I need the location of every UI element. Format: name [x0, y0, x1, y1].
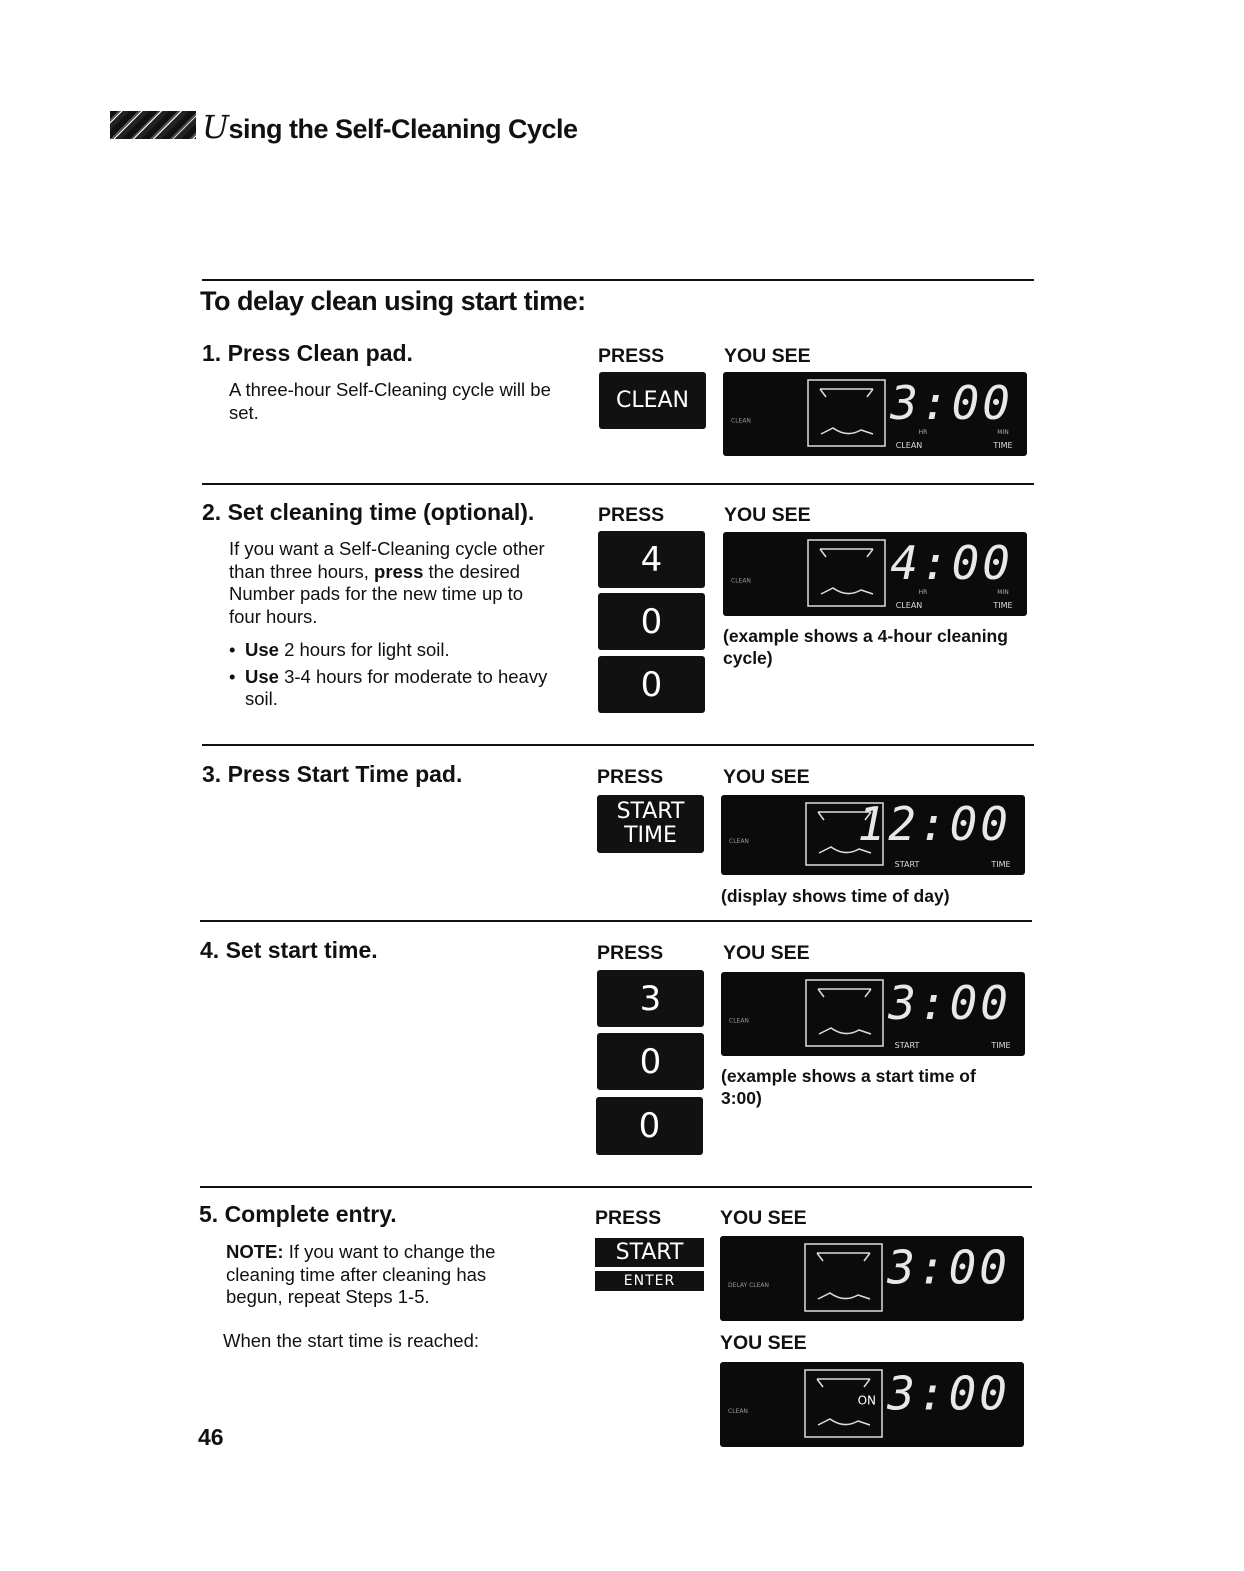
- mode-label: CLEAN: [895, 601, 923, 610]
- mode-label: START: [894, 860, 920, 869]
- step-2-body: If you want a Self-Cleaning cycle other than three hours, press the desired Number pads for the new time up to four hours.: [229, 538, 545, 627]
- mode-label: START: [894, 1041, 920, 1050]
- divider: [202, 744, 1034, 746]
- divider: [200, 920, 1032, 922]
- oven-display: [723, 532, 1027, 616]
- step-2-title: 2. Set cleaning time (optional).: [202, 499, 535, 525]
- step-5-note: NOTE: If you want to change the cleaning time after cleaning has begun, repeat Steps 1-5.: [226, 1241, 496, 1307]
- you-see-label: YOU SEE: [724, 345, 811, 367]
- oven-display: [723, 372, 1027, 456]
- indicator-label: CLEAN: [728, 1408, 748, 1415]
- display-graphic: [720, 1362, 1024, 1447]
- time-label: TIME: [991, 1041, 1011, 1050]
- divider: [202, 279, 1034, 281]
- number-0-pad-button[interactable]: 0: [598, 593, 705, 650]
- step-1-title: 1. Press Clean pad.: [202, 340, 413, 366]
- number-3-pad-button[interactable]: 3: [597, 970, 704, 1027]
- indicator-label: CLEAN: [731, 417, 751, 425]
- enter-pad-label: ENTER: [595, 1271, 704, 1291]
- divider: [202, 483, 1034, 485]
- section-title: To delay clean using start time:: [200, 286, 586, 316]
- page-number: 46: [198, 1424, 224, 1450]
- on-indicator: ON: [857, 1393, 876, 1408]
- display-graphic: [721, 972, 1025, 1056]
- you-see-label: YOU SEE: [723, 942, 810, 964]
- indicator-label: DELAY CLEAN: [728, 1282, 770, 1289]
- step-3-title: 3. Press Start Time pad.: [202, 761, 463, 787]
- start-enter-pad-button[interactable]: [595, 1236, 704, 1293]
- you-see-label: YOU SEE: [724, 504, 811, 526]
- indicator-label: CLEAN: [731, 577, 751, 585]
- number-0-pad-button[interactable]: 0: [598, 656, 705, 713]
- step-1-body: A three-hour Self-Cleaning cycle will be set.: [229, 379, 551, 423]
- display-caption: (example shows a start time of 3:00): [721, 1066, 976, 1108]
- press-label: PRESS: [598, 345, 665, 367]
- step-5-title: 5. Complete entry.: [199, 1201, 397, 1227]
- time-readout: 3:00: [887, 1366, 1010, 1421]
- time-label: TIME: [991, 860, 1011, 869]
- display-caption: (display shows time of day): [721, 886, 950, 906]
- number-0-pad-button[interactable]: 0: [596, 1097, 703, 1155]
- minute-label: MIN: [997, 589, 1009, 596]
- time-readout: 12:00: [857, 796, 1011, 851]
- hour-label: HR: [918, 429, 928, 436]
- list-item: • Use 3-4 hours for moderate to heavy soil.: [229, 666, 559, 711]
- oven-display: [721, 972, 1025, 1056]
- decorative-header-logo-icon: [110, 111, 196, 139]
- time-label: TIME: [993, 441, 1013, 450]
- oven-display: [720, 1236, 1024, 1321]
- step-4-title: 4. Set start time.: [200, 937, 378, 963]
- indicator-label: CLEAN: [729, 838, 749, 845]
- you-see-label: YOU SEE: [720, 1207, 807, 1229]
- display-graphic: [721, 795, 1025, 875]
- list-item: • Use 2 hours for light soil.: [229, 639, 559, 662]
- indicator-label: CLEAN: [729, 1017, 749, 1025]
- oven-door-icon: [808, 540, 885, 606]
- page-title: Using the Self-Cleaning Cycle: [202, 108, 578, 146]
- display-graphic: [723, 372, 1027, 456]
- time-readout: 4:00: [890, 536, 1013, 591]
- step-5-after-text: When the start time is reached:: [223, 1330, 480, 1351]
- press-label: PRESS: [595, 1207, 662, 1229]
- time-readout: 3:00: [888, 976, 1011, 1031]
- oven-door-icon: [806, 980, 883, 1046]
- hour-label: HR: [918, 589, 928, 596]
- display-graphic: [720, 1236, 1024, 1321]
- number-4-pad-button[interactable]: 4: [598, 531, 705, 588]
- oven-display: [720, 1362, 1024, 1447]
- start-pad-label: START: [595, 1238, 704, 1267]
- press-label: PRESS: [597, 942, 664, 964]
- press-label: PRESS: [597, 766, 664, 788]
- time-readout: 3:00: [890, 376, 1013, 431]
- oven-door-icon: [808, 380, 885, 446]
- oven-display: [721, 795, 1025, 875]
- start-time-pad-button[interactable]: START TIME: [597, 795, 704, 853]
- step-2-bullets: [229, 639, 559, 715]
- display-graphic: [723, 532, 1027, 616]
- number-0-pad-button[interactable]: 0: [597, 1033, 704, 1090]
- press-label: PRESS: [598, 504, 665, 526]
- you-see-label: YOU SEE: [723, 766, 810, 788]
- time-readout: 3:00: [887, 1240, 1010, 1295]
- time-label: TIME: [993, 601, 1013, 610]
- divider: [200, 1186, 1032, 1188]
- mode-label: CLEAN: [895, 441, 923, 450]
- you-see-label: YOU SEE: [720, 1332, 807, 1354]
- minute-label: MIN: [997, 429, 1009, 436]
- display-caption: (example shows a 4-hour cleaning cycle): [723, 626, 1008, 668]
- oven-door-icon: [805, 1244, 882, 1311]
- clean-pad-button[interactable]: CLEAN: [599, 372, 706, 429]
